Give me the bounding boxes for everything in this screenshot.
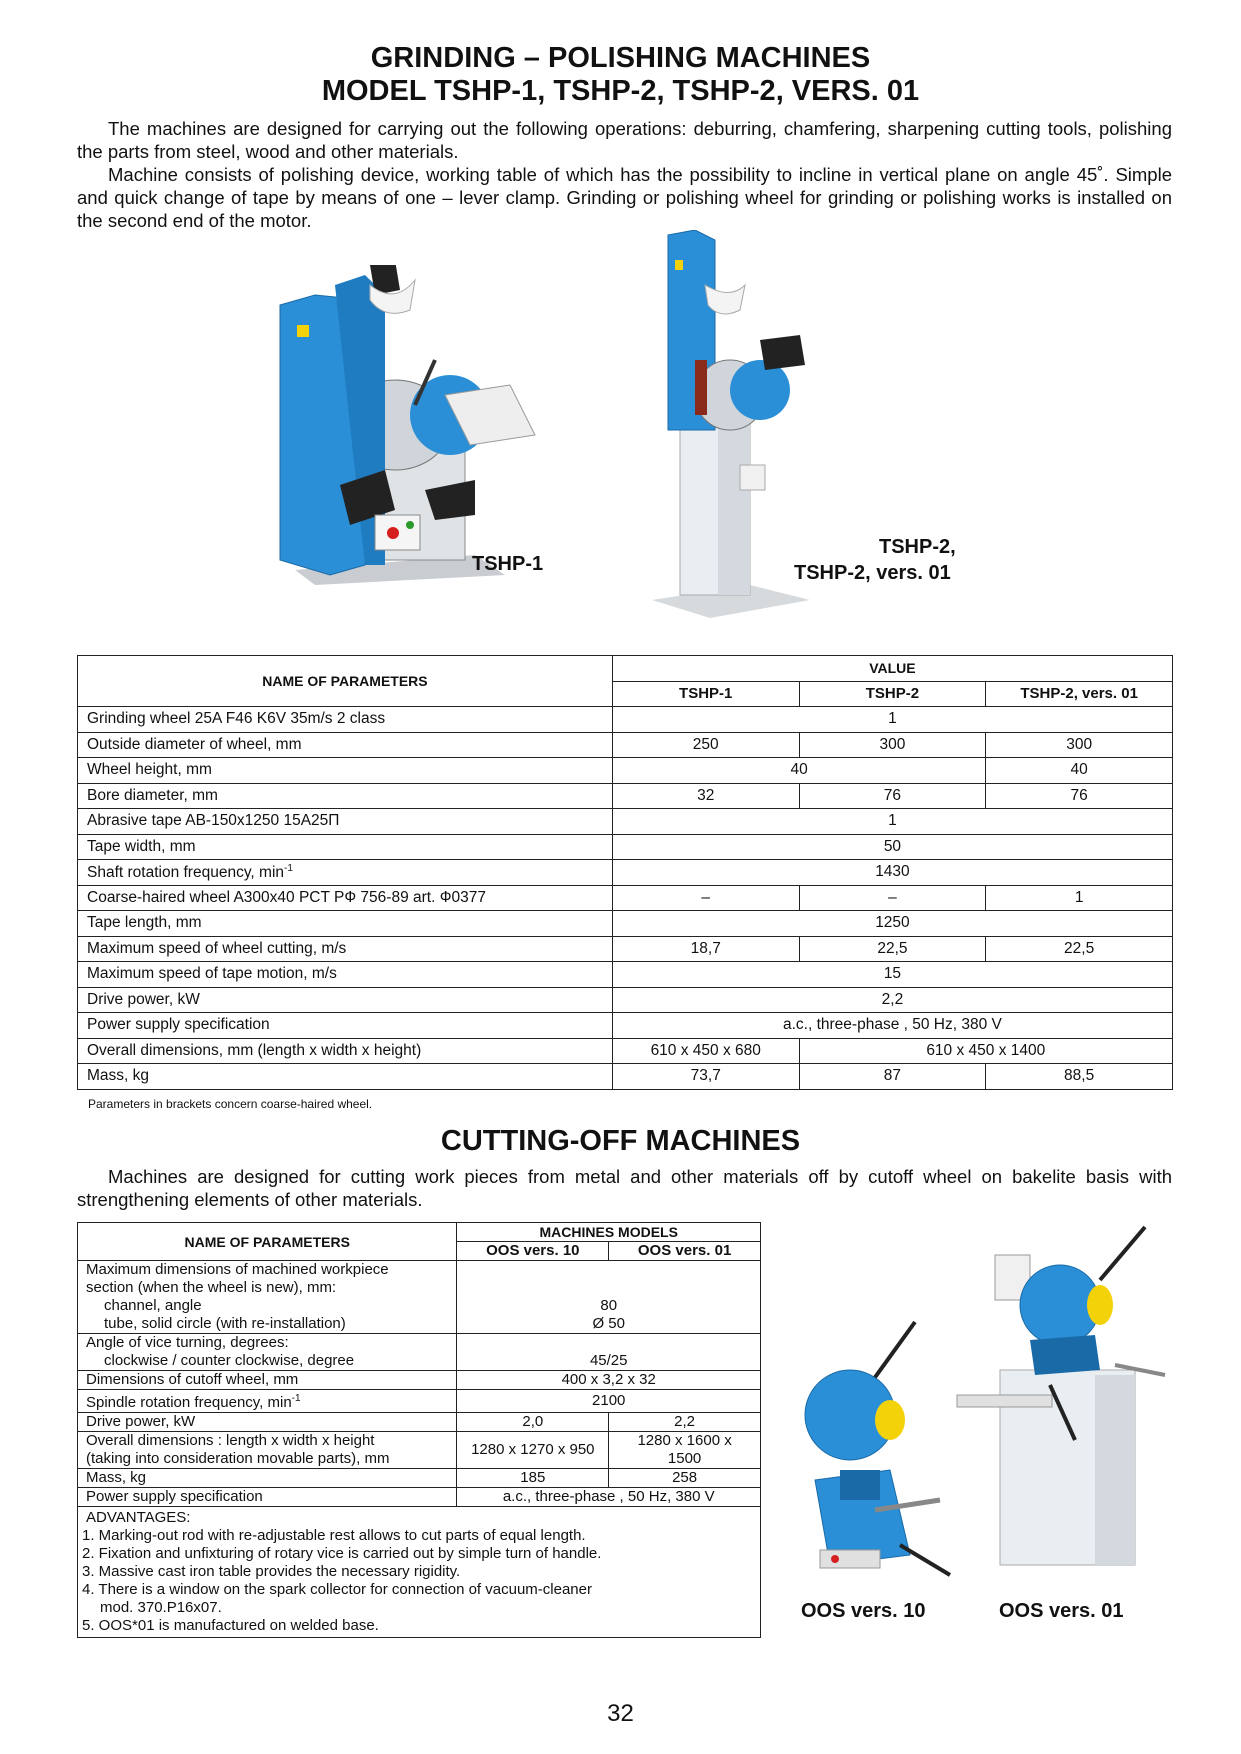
oos10-caption: OOS vers. 10 xyxy=(801,1600,926,1622)
intro-paragraph-2: Machine consists of polishing device, working table of which has the possibility to incline in vertical plane on angle 45˚. Simple and quick change of tape by means of one – lever clamp. Grinding or polishing wheel for grinding or polishing works is installed on the second end of the motor. xyxy=(77,164,1172,231)
table1-model-tshp2-vers01: TSHP-2, vers. 01 xyxy=(986,681,1173,707)
param-name: Mass, kg xyxy=(78,1469,457,1488)
advantages-row xyxy=(78,1507,761,1638)
advantage-item: 4. There is a window on the spark collector for connection of vacuum-cleaner xyxy=(82,1581,592,1598)
table1-note: Parameters in brackets concern coarse-haired wheel. xyxy=(88,1097,373,1111)
grinding-parameters-table xyxy=(77,655,1173,1090)
table-row xyxy=(78,911,1173,937)
table2-model-oos10: OOS vers. 10 xyxy=(457,1242,609,1261)
intro-paragraph-1: The machines are designed for carrying out the following operations: deburring, chamfering, sharpening cutting tools, polishing the parts from steel, wood and other materials. xyxy=(77,118,1172,162)
param-line: Overall dimensions : length x width x height xyxy=(86,1432,375,1449)
table-row xyxy=(78,1488,761,1507)
page-title-line1: GRINDING – POLISHING MACHINES xyxy=(370,42,871,74)
table2-model-oos01: OOS vers. 01 xyxy=(609,1242,761,1261)
param-name: Bore diameter, mm xyxy=(78,783,613,809)
param-value: – xyxy=(799,885,986,911)
table-row xyxy=(78,834,1173,860)
oos10-machine-image xyxy=(800,1320,970,1580)
param-value: a.c., three-phase , 50 Hz, 380 V xyxy=(612,1013,1172,1039)
table-row xyxy=(78,1432,761,1469)
table-row xyxy=(78,1371,761,1390)
param-value-line: 1280 x 1600 x xyxy=(637,1432,732,1449)
table1-name-header: NAME OF PARAMETERS xyxy=(78,656,613,707)
param-name: Drive power, kW xyxy=(78,1413,457,1432)
cutting-parameters-table xyxy=(77,1222,761,1638)
param-line: channel, angle xyxy=(104,1297,202,1314)
table-row xyxy=(78,1390,761,1413)
table-row xyxy=(78,962,1173,988)
param-line: Maximum dimensions of machined workpiece xyxy=(86,1261,389,1278)
param-value: 2,2 xyxy=(609,1413,761,1432)
table-row xyxy=(78,1413,761,1432)
table-row xyxy=(78,707,1173,733)
intro-text xyxy=(77,117,1172,232)
param-value: 40 xyxy=(612,758,985,784)
param-line: clockwise / counter clockwise, degree xyxy=(104,1352,355,1369)
param-name: Power supply specification xyxy=(78,1013,613,1039)
param-value: 40 xyxy=(986,758,1173,784)
oos01-caption: OOS vers. 01 xyxy=(999,1600,1124,1622)
param-value: 76 xyxy=(986,783,1173,809)
advantage-item: 3. Massive cast iron table provides the necessary rigidity. xyxy=(82,1563,461,1580)
table-row xyxy=(78,1334,761,1371)
param-name: Maximum speed of tape motion, m/s xyxy=(78,962,613,988)
table-row xyxy=(78,1469,761,1488)
param-value: 45/25 xyxy=(457,1334,761,1371)
param-name: Coarse-haired wheel A300x40 PCT PФ 756-89 art. Ф0377 xyxy=(78,885,613,911)
param-value: 300 xyxy=(986,732,1173,758)
param-value: 2100 xyxy=(457,1390,761,1413)
tshp1-caption: TSHP-1 xyxy=(472,553,544,575)
param-value: 185 xyxy=(457,1469,609,1488)
table2-models-header: MACHINES MODELS xyxy=(457,1223,761,1242)
param-value: 87 xyxy=(799,1064,986,1090)
oos01-machine-image xyxy=(955,1225,1170,1570)
param-value: 76 xyxy=(799,783,986,809)
param-name: Grinding wheel 25A F46 K6V 35m/s 2 class xyxy=(78,707,613,733)
param-value: 610 x 450 x 1400 xyxy=(799,1038,1172,1064)
param-name-text: Shaft rotation frequency, min xyxy=(87,863,285,881)
param-name: Power supply specification xyxy=(78,1488,457,1507)
table1-model-tshp2: TSHP-2 xyxy=(799,681,986,707)
param-name xyxy=(78,1334,457,1371)
advantage-item: 5. OOS*01 is manufactured on welded base. xyxy=(82,1617,379,1634)
superscript: -1 xyxy=(284,862,293,874)
param-value: 22,5 xyxy=(986,936,1173,962)
param-value: 1 xyxy=(986,885,1173,911)
param-value: 88,5 xyxy=(986,1064,1173,1090)
table-row xyxy=(78,936,1173,962)
param-name: Tape width, mm xyxy=(78,834,613,860)
advantages-title: ADVANTAGES: xyxy=(86,1509,191,1526)
param-value: 400 x 3,2 x 32 xyxy=(457,1371,761,1390)
param-name xyxy=(78,1390,457,1413)
param-name: Outside diameter of wheel, mm xyxy=(78,732,613,758)
param-value: 73,7 xyxy=(612,1064,799,1090)
table1-value-header: VALUE xyxy=(612,656,1172,682)
param-name: Abrasive tape AB-150x1250 15A25П xyxy=(78,809,613,835)
table-row xyxy=(78,783,1173,809)
param-value: 1250 xyxy=(612,911,1172,937)
param-value: 15 xyxy=(612,962,1172,988)
param-value: 300 xyxy=(799,732,986,758)
param-value: a.c., three-phase , 50 Hz, 380 V xyxy=(457,1488,761,1507)
tshp2-caption-line2: TSHP-2, vers. 01 xyxy=(794,562,951,584)
param-name: Drive power, kW xyxy=(78,987,613,1013)
param-value: 50 xyxy=(612,834,1172,860)
advantage-item: 2. Fixation and unfixturing of rotary vice is carried out by simple turn of handle. xyxy=(82,1545,602,1562)
param-name: Dimensions of cutoff wheel, mm xyxy=(78,1371,457,1390)
param-value xyxy=(609,1432,761,1469)
param-name: Wheel height, mm xyxy=(78,758,613,784)
param-value: 18,7 xyxy=(612,936,799,962)
section2-intro xyxy=(77,1165,1172,1211)
param-value: – xyxy=(612,885,799,911)
param-line: (taking into consideration movable parts), mm xyxy=(86,1450,390,1467)
param-value: 610 x 450 x 680 xyxy=(612,1038,799,1064)
param-line: section (when the wheel is new), mm: xyxy=(86,1279,337,1296)
table-row xyxy=(78,1013,1173,1039)
table-row xyxy=(78,987,1173,1013)
table-row xyxy=(78,860,1173,886)
param-value: 250 xyxy=(612,732,799,758)
param-name: Tape length, mm xyxy=(78,911,613,937)
superscript: -1 xyxy=(291,1393,301,1404)
param-value: 22,5 xyxy=(799,936,986,962)
table-row xyxy=(78,885,1173,911)
param-line: Angle of vice turning, degrees: xyxy=(86,1334,289,1351)
table-row xyxy=(78,1038,1173,1064)
table-row xyxy=(78,1261,761,1334)
page-number: 32 xyxy=(607,1700,634,1727)
param-value: 2,0 xyxy=(457,1413,609,1432)
table-row xyxy=(78,1064,1173,1090)
table2-name-header: NAME OF PARAMETERS xyxy=(78,1223,457,1261)
param-value: 2,2 xyxy=(612,987,1172,1013)
param-value xyxy=(457,1261,761,1334)
advantage-item: 1. Marking-out rod with re-adjustable rest allows to cut parts of equal length. xyxy=(82,1527,586,1544)
param-name-text: Spindle rotation frequency, min xyxy=(86,1394,292,1411)
param-name xyxy=(78,1432,457,1469)
param-name: Maximum speed of wheel cutting, m/s xyxy=(78,936,613,962)
table-row xyxy=(78,732,1173,758)
param-value-line: 1500 xyxy=(667,1450,702,1467)
page-title-line2: MODEL TSHP-1, TSHP-2, TSHP-2, VERS. 01 xyxy=(321,75,920,107)
advantage-item: mod. 370.P16x07. xyxy=(100,1599,222,1616)
param-name xyxy=(78,1261,457,1334)
table-row xyxy=(78,809,1173,835)
tshp1-machine-image xyxy=(275,265,545,585)
param-value: 1430 xyxy=(612,860,1172,886)
param-value: 1 xyxy=(612,809,1172,835)
param-name xyxy=(78,860,613,886)
table1-model-tshp1: TSHP-1 xyxy=(612,681,799,707)
tshp2-caption-line1: TSHP-2, xyxy=(879,536,956,558)
param-value: 1 xyxy=(612,707,1172,733)
advantages-list xyxy=(78,1507,761,1638)
param-line: tube, solid circle (with re-installation) xyxy=(104,1315,346,1332)
section2-title: CUTTING-OFF MACHINES xyxy=(440,1125,801,1157)
table-row xyxy=(78,758,1173,784)
param-name: Overall dimensions, mm (length x width x height) xyxy=(78,1038,613,1064)
param-value: 32 xyxy=(612,783,799,809)
param-value-line: Ø 50 xyxy=(592,1315,625,1332)
param-value: 1280 x 1270 x 950 xyxy=(457,1432,609,1469)
param-name: Mass, kg xyxy=(78,1064,613,1090)
param-value: 258 xyxy=(609,1469,761,1488)
section2-intro-paragraph: Machines are designed for cutting work pieces from metal and other materials off by cutoff wheel on bakelite basis with strengthening elements of other materials. xyxy=(77,1166,1172,1210)
param-value-line: 80 xyxy=(600,1297,618,1314)
